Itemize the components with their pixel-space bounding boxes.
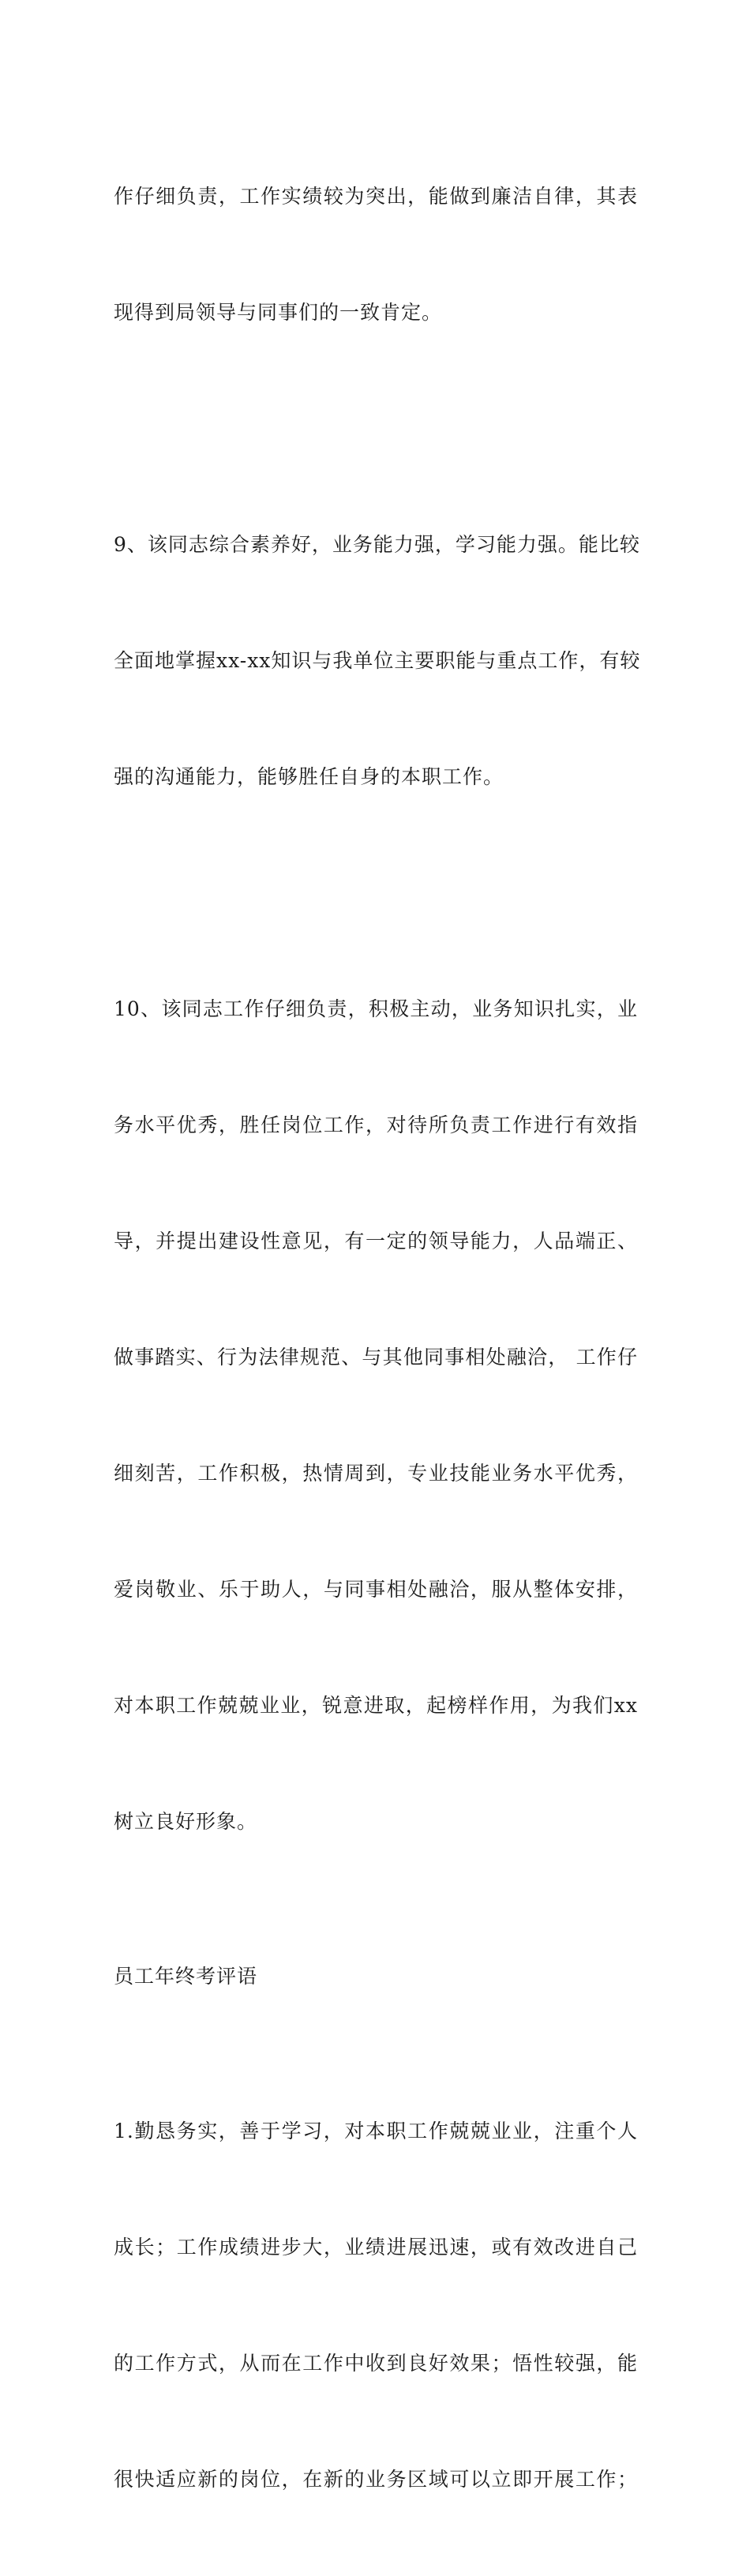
paragraph-item-9 [114,448,641,873]
text-line: 做事踏实、行为法律规范、与其他同事相处融洽， 工作仔 [114,1346,638,1369]
text-line: 导，并提出建设性意见，有一定的领导能力，人品端正、 [114,1230,638,1252]
text-line: 细刻苦，工作积极，热情周到，专业技能业务水平优秀， [114,1462,638,1485]
paragraph-gap [114,1918,638,1957]
text-line: 强的沟通能力，能够胜任自身的本职工作。 [114,765,504,788]
paragraph-continuation [114,100,638,409]
text-line: 很快适应新的岗位，在新的业务区域可以立即开展工作； [114,2468,638,2491]
text-line: 9、该同志综合素养好，业务能力强，学习能力强。能比较 [114,533,640,556]
text-line: 作仔细负责，工作实绩较为突出，能做到廉洁自律，其表 [114,185,638,208]
text-line: 10、该同志工作仔细负责，积极主动，业务知识扎实，业 [114,997,638,1020]
section-heading: 员工年终考评语 [114,1965,258,1988]
text-line: 成长；工作成绩进步大，业绩进展迅速，或有效改进自己 [114,2236,638,2259]
paragraph-item-10 [114,912,638,1918]
text-line: 对本职工作兢兢业业，锐意进取，起榜样作用，为我们xx [114,1694,638,1717]
text-line: 爱岗敬业、乐于助人，与同事相处融洽，服从整体安排， [114,1578,638,1601]
text-line: 1.勤恳务实，善于学习，对本职工作兢兢业业，注重个人 [114,2120,638,2142]
paragraph-gap [114,873,638,912]
paragraph-item-1 [114,2034,638,2576]
text-line: 全面地掌握xx-xx知识与我单位主要职能与重点工作，有较 [114,649,641,672]
paragraph-gap [114,409,638,448]
document-page [114,100,641,2576]
text-line: 的工作方式，从而在工作中收到良好效果；悟性较强，能 [114,2352,638,2375]
text-line: 务水平优秀，胜任岗位工作，对待所负责工作进行有效指 [114,1113,638,1136]
text-line: 现得到局领导与同事们的一致肯定。 [114,301,443,324]
text-line: 树立良好形象。 [114,1810,258,1833]
paragraph-gap [114,1996,638,2034]
